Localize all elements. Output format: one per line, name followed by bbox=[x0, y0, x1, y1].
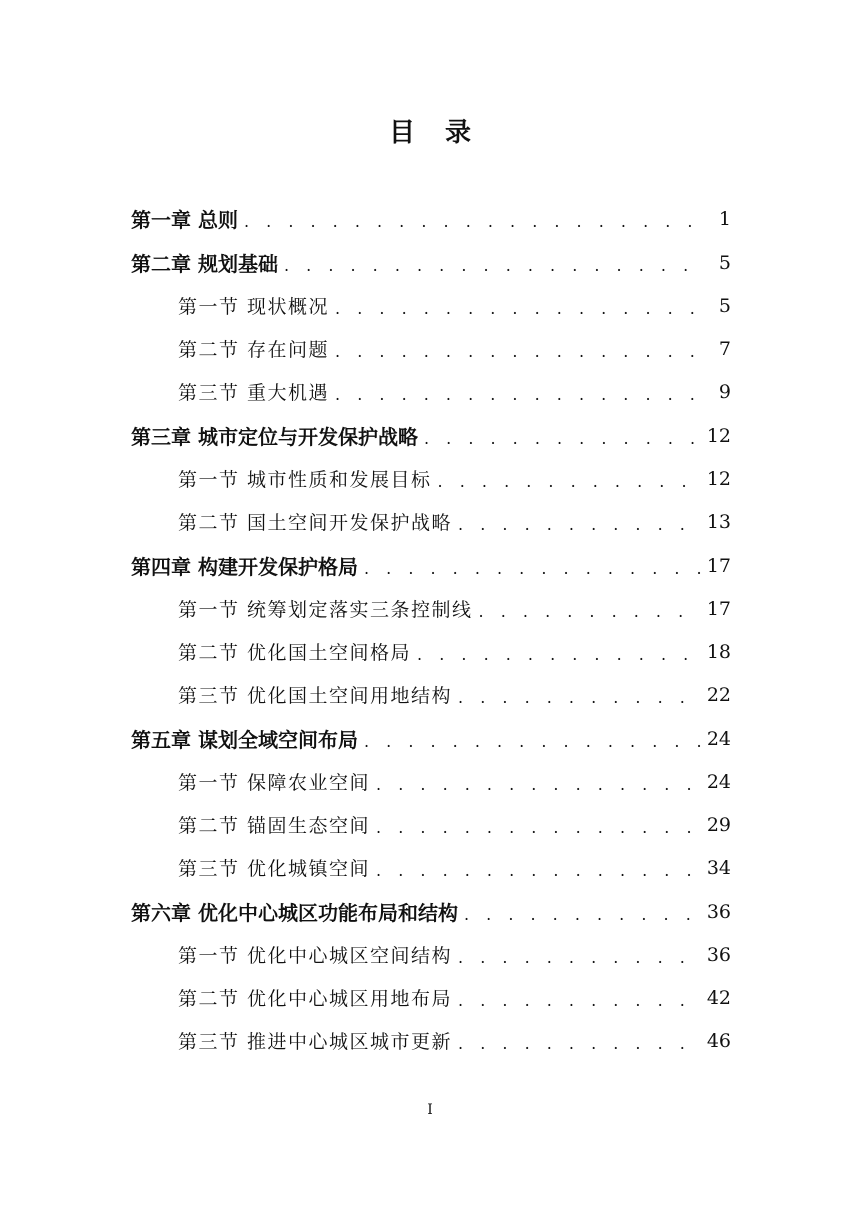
toc-entry-label: 第三章 城市定位与开发保护战略 bbox=[131, 425, 418, 449]
toc-section-row[interactable] bbox=[178, 327, 731, 370]
toc-page-number: 22 bbox=[706, 683, 731, 706]
toc-entry-label: 第二节 存在问题 bbox=[178, 339, 330, 361]
toc-chapter-row[interactable] bbox=[131, 197, 731, 240]
toc-page-number: 36 bbox=[706, 900, 731, 923]
toc-page-number: 12 bbox=[706, 467, 731, 490]
toc-page-number: 12 bbox=[706, 424, 731, 447]
toc-entry-label: 第二节 锚固生态空间 bbox=[178, 815, 371, 837]
dot-leader bbox=[284, 256, 705, 275]
toc-section-row[interactable] bbox=[178, 457, 731, 500]
dot-leader bbox=[335, 299, 705, 318]
toc-page-number: 5 bbox=[718, 251, 731, 274]
toc-entry-label: 第二章 规划基础 bbox=[131, 252, 278, 276]
toc-entry-label: 第三节 推进中心城区城市更新 bbox=[178, 1031, 453, 1053]
toc-chapter-row[interactable] bbox=[131, 717, 731, 760]
toc-section-row[interactable] bbox=[178, 760, 731, 803]
toc-entry-label: 第三节 优化国土空间用地结构 bbox=[178, 685, 453, 707]
toc-page-number: 36 bbox=[706, 943, 731, 966]
dot-leader bbox=[424, 429, 701, 448]
toc-section-row[interactable] bbox=[178, 1019, 731, 1062]
dot-leader bbox=[458, 991, 701, 1010]
toc-section-row[interactable] bbox=[178, 803, 731, 846]
dot-leader bbox=[458, 688, 701, 707]
toc-page-number: 1 bbox=[718, 207, 731, 230]
toc-entry-label: 第二节 优化国土空间格局 bbox=[178, 642, 412, 664]
dot-leader bbox=[458, 1034, 701, 1053]
toc-section-row[interactable] bbox=[178, 284, 731, 327]
dot-leader bbox=[417, 645, 701, 664]
toc-entry-label: 第一节 保障农业空间 bbox=[178, 772, 371, 794]
dot-leader bbox=[458, 515, 701, 534]
toc-entry-label: 第三节 重大机遇 bbox=[178, 382, 330, 404]
toc-entry-label: 第四章 构建开发保护格局 bbox=[131, 555, 358, 579]
toc-section-row[interactable] bbox=[178, 500, 731, 543]
toc-entry-label: 第一节 统筹划定落实三条控制线 bbox=[178, 599, 473, 621]
dot-leader bbox=[364, 732, 701, 751]
dot-leader bbox=[376, 861, 701, 880]
toc-entry-label: 第一节 现状概况 bbox=[178, 296, 330, 318]
toc-section-row[interactable] bbox=[178, 370, 731, 413]
toc-page-number: 17 bbox=[706, 597, 731, 620]
page-title: 目录 bbox=[388, 118, 501, 148]
toc-page-number: 24 bbox=[706, 770, 731, 793]
toc-entry-label: 第一节 优化中心城区空间结构 bbox=[178, 945, 453, 967]
toc-page-number: 5 bbox=[718, 294, 731, 317]
toc-page-number: 17 bbox=[706, 554, 731, 577]
toc-section-row[interactable] bbox=[178, 673, 731, 716]
toc-page-number: 9 bbox=[718, 380, 731, 403]
toc-page-number: 29 bbox=[706, 813, 731, 836]
dot-leader bbox=[458, 948, 701, 967]
toc-entry-label: 第五章 谋划全域空间布局 bbox=[131, 728, 358, 752]
toc-chapter-row[interactable] bbox=[131, 241, 731, 284]
toc-page-number: 24 bbox=[706, 727, 731, 750]
toc-entry-label: 第三节 优化城镇空间 bbox=[178, 858, 371, 880]
toc-entry-label: 第一节 城市性质和发展目标 bbox=[178, 469, 432, 491]
dot-leader bbox=[364, 559, 701, 578]
toc-section-row[interactable] bbox=[178, 846, 731, 889]
page-number: I bbox=[427, 1102, 433, 1118]
toc-section-row[interactable] bbox=[178, 630, 731, 673]
toc-section-row[interactable] bbox=[178, 587, 731, 630]
toc-chapter-row[interactable] bbox=[131, 414, 731, 457]
toc-section-row[interactable] bbox=[178, 976, 731, 1019]
dot-leader bbox=[464, 905, 701, 924]
toc-entry-label: 第二节 国土空间开发保护战略 bbox=[178, 512, 453, 534]
toc-chapter-row[interactable] bbox=[131, 890, 731, 933]
toc-entry-label: 第六章 优化中心城区功能布局和结构 bbox=[131, 901, 458, 925]
toc-page-number: 46 bbox=[706, 1029, 731, 1052]
toc-page-number: 34 bbox=[706, 856, 731, 879]
toc-page-number: 13 bbox=[706, 510, 731, 533]
toc-page-number: 18 bbox=[706, 640, 731, 663]
dot-leader bbox=[479, 602, 701, 621]
dot-leader bbox=[335, 342, 705, 361]
toc-entry-label: 第二节 优化中心城区用地布局 bbox=[178, 988, 453, 1010]
dot-leader bbox=[376, 775, 701, 794]
dot-leader bbox=[438, 472, 701, 491]
dot-leader bbox=[376, 818, 701, 837]
dot-leader bbox=[335, 385, 705, 404]
toc-chapter-row[interactable] bbox=[131, 544, 731, 587]
toc-entry-label: 第一章 总则 bbox=[131, 208, 238, 232]
dot-leader bbox=[244, 212, 705, 231]
toc-section-row[interactable] bbox=[178, 933, 731, 976]
toc-page-number: 7 bbox=[718, 337, 731, 360]
toc-page-number: 42 bbox=[706, 986, 731, 1009]
